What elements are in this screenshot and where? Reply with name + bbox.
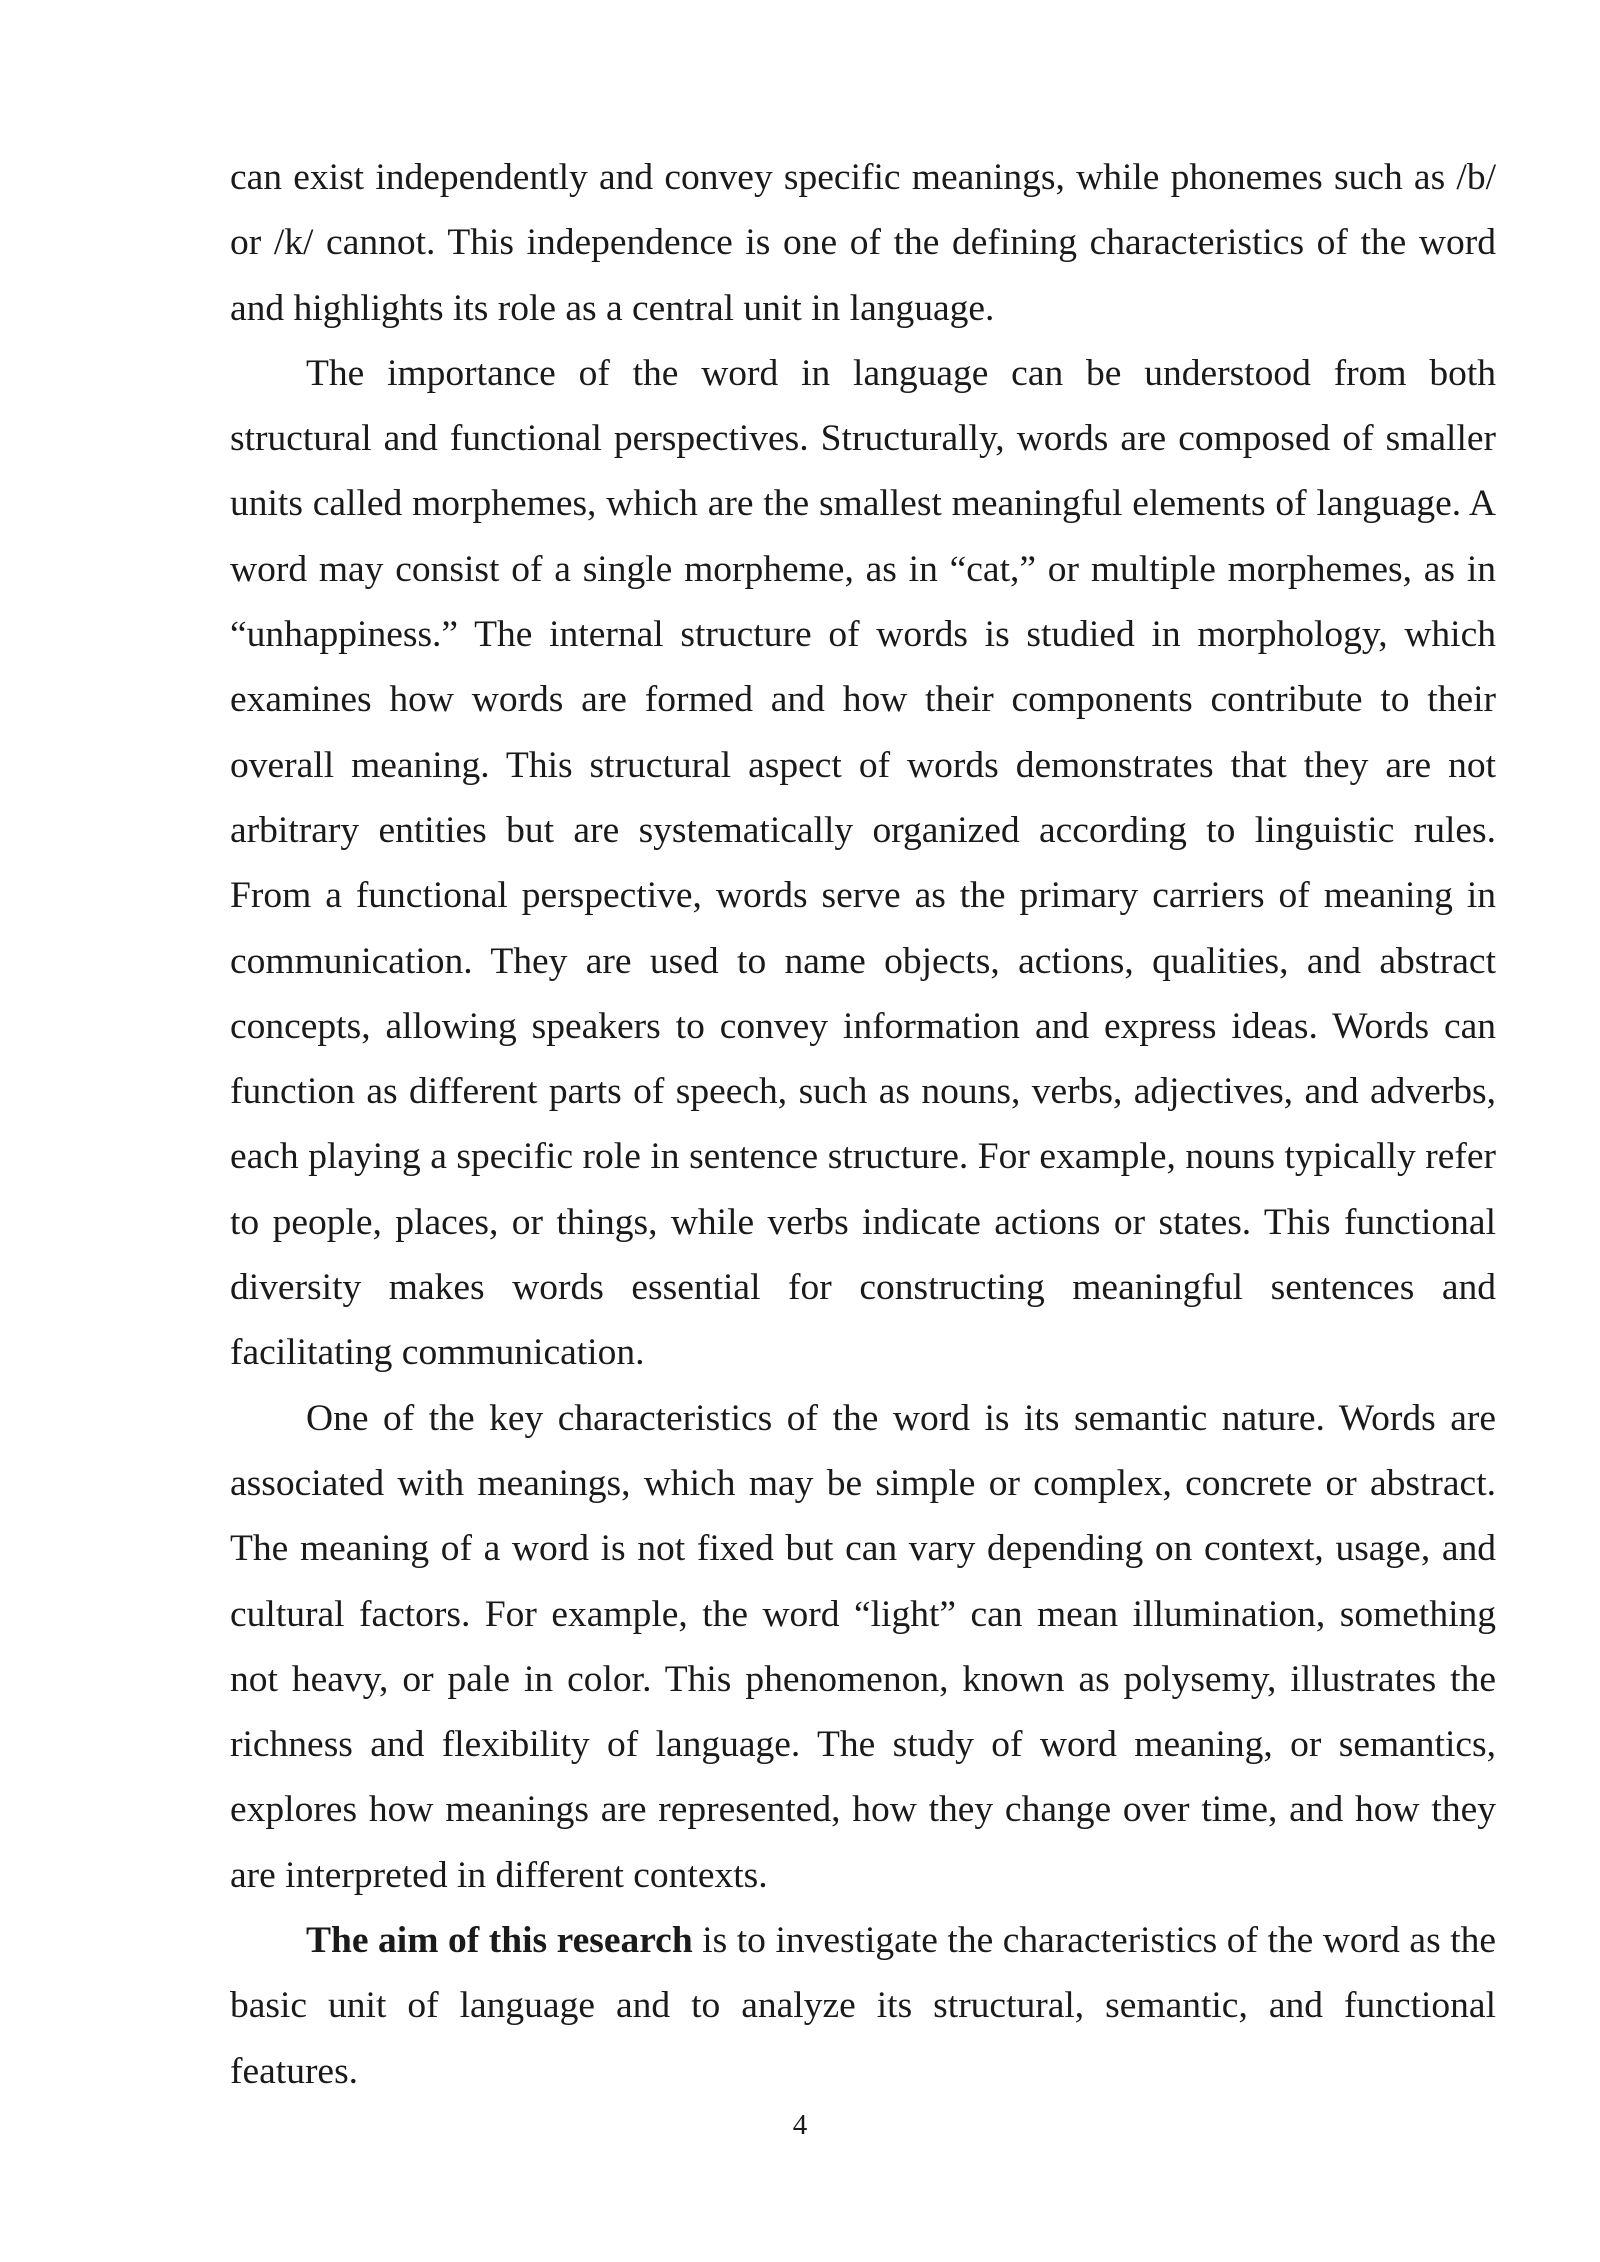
paragraph-continuation: can exist independently and convey specific meanings, while phonemes such as /b/ or /k/ cannot. This independence is one of the defining characteristics of the word and highlights its role as a central unit in language.: [230, 157, 1496, 329]
paragraph-semantic-nature: One of the key characteristics of the word is its semantic nature. Words are associated with meanings, which may be simple or complex, concrete or abstract. The meaning of a word is not fixed but can vary depending on context, usage, and cultural factors. For example, the word “light” can mean illumination, something not heavy, or pale in color. This phenomenon, known as polysemy, illustrates the richness and flexibility of language. The study of word meaning, or semantics, explores how meanings are represented, how they change over time, and how they are interpreted in different contexts.: [230, 1397, 1496, 1896]
paragraph-research-aim: [230, 1908, 1496, 2104]
research-aim-lead: The aim of this research: [306, 1920, 693, 1962]
paragraph-word-importance: The importance of the word in language can be understood from both structural and functional perspectives. Structurally, words are composed of smaller units called morphemes, which are the smallest meaningful elements of language. A word may consist of a single morpheme, as in “cat,” or multiple morphemes, as in “unhappiness.” The internal structure of words is studied in morphology, which examines how words are formed and how their components contribute to their overall meaning. This structural aspect of words demonstrates that they are not arbitrary entities but are systematically organized according to linguistic rules. From a functional perspective, words serve as the primary carriers of meaning in communication. They are used to name objects, actions, qualities, and abstract concepts, allowing speakers to convey information and express ideas. Words can function as different parts of speech, such as nouns, verbs, adjectives, and adverbs, each playing a specific role in sentence structure. For example, nouns typically refer to people, places, or things, while verbs indicate actions or states. This functional diversity makes words essential for constructing meaningful sentences and facilitating communication.: [230, 352, 1496, 1374]
research-aim-text: is to investigate the characteristics of the word as the basic unit of language and to analyze its structural, semantic, and functional features.: [230, 1920, 1497, 2092]
document-page: [230, 145, 1496, 2104]
page-number: 4: [792, 2109, 808, 2141]
